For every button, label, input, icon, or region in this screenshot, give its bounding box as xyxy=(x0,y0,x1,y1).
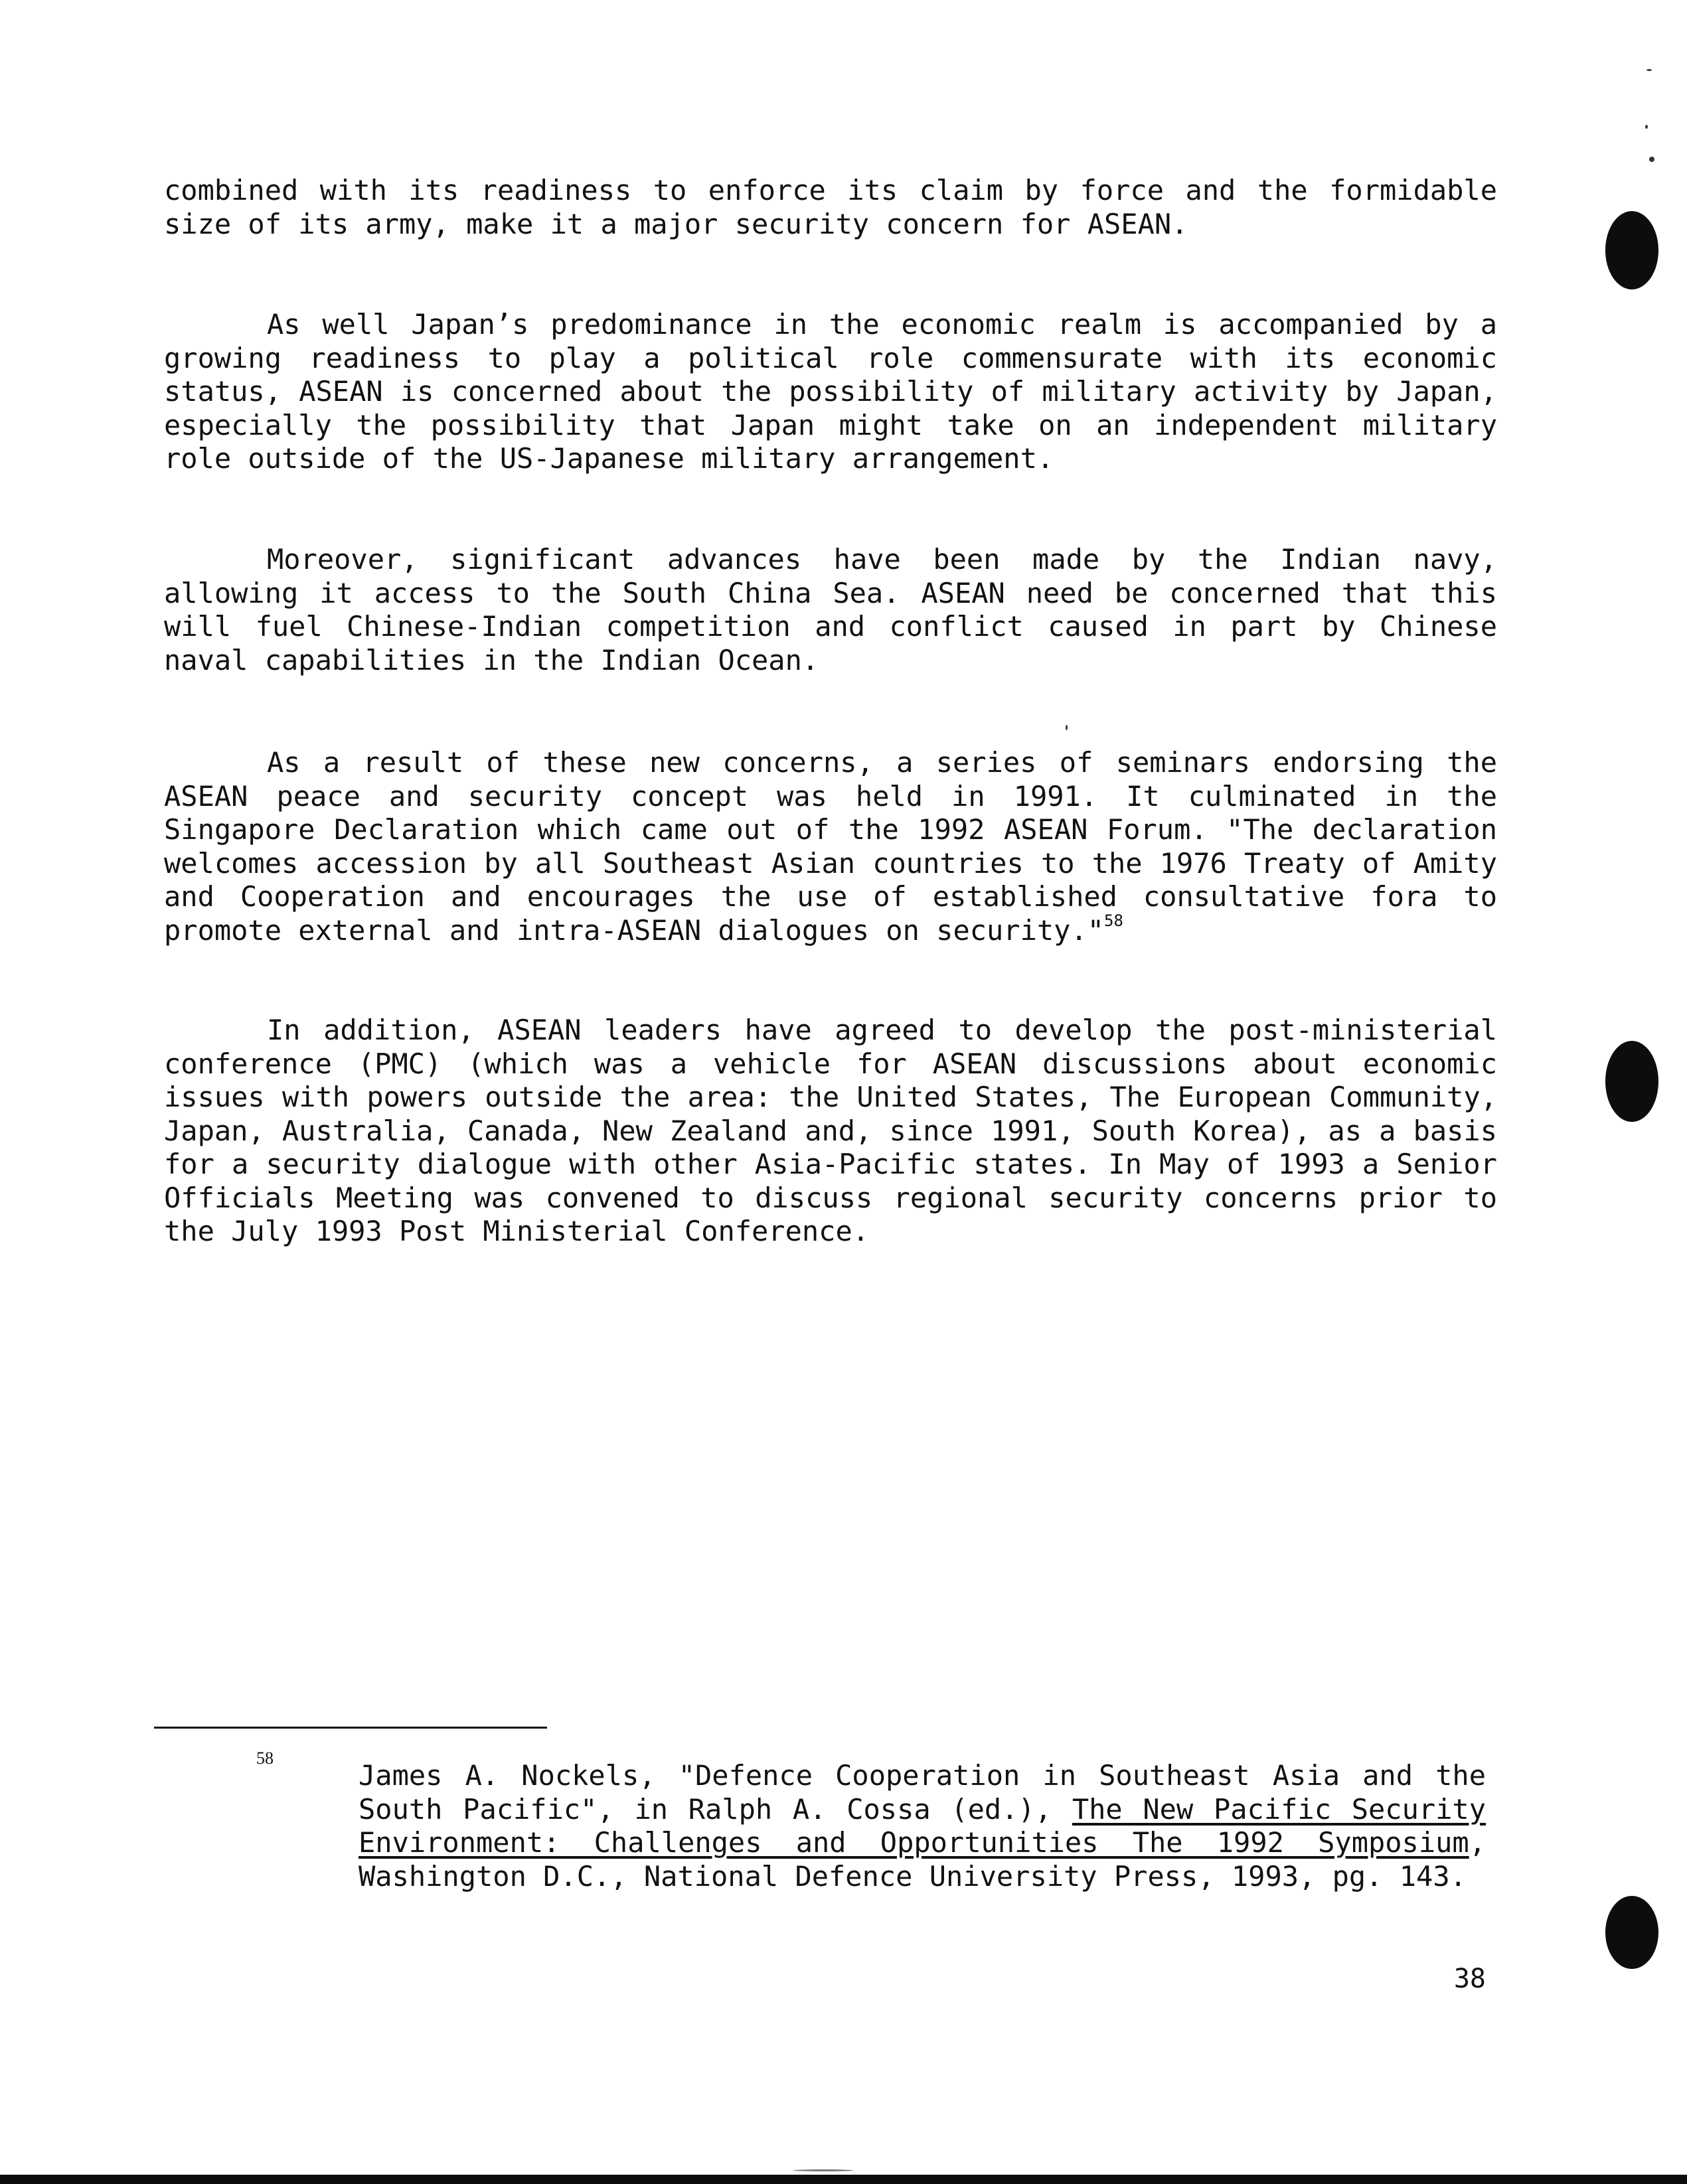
scan-speck xyxy=(1647,69,1652,71)
paragraph-2: As well Japan’s predominance in the economic realm is accompanied by a growing readiness to play a political role commensurate with its economic status, ASEAN is concerned about the possibility of military activity by Japan, especially the possibility that Japan might take on an independent military role outside of the US-Japanese military arrangement. xyxy=(164,308,1497,475)
paragraph-4-text: As a result of these new concerns, a series of seminars endorsing the ASEAN peace and security concept was held in 1991. It culminated in the Singapore Declaration which came out of the 1992 ASEAN Forum. "The declaration welcomes accession by all Southeast Asian countries to the 1976 Treaty of Amity and Cooperation and encourages the use of established consultative fora to promote external and intra-ASEAN dialogues on security." xyxy=(164,746,1497,947)
punch-hole-bottom xyxy=(1605,1896,1658,1969)
scan-speck xyxy=(1645,125,1648,129)
punch-hole-middle xyxy=(1605,1041,1658,1122)
punch-hole-top xyxy=(1605,211,1658,289)
paragraph-3: Moreover, significant advances have been made by the Indian navy, allowing it access to the South China Sea. ASEAN need be concerned that this will fuel Chinese-Indian competition and conflict caused in part by Chinese naval capabilities in the Indian Ocean. xyxy=(164,543,1497,676)
page-number: 38 xyxy=(1453,1964,1486,1994)
footnote-reference: 58 xyxy=(1104,911,1123,930)
paragraph-4 xyxy=(164,746,1497,947)
footnote-divider xyxy=(154,1727,547,1729)
scan-speck xyxy=(793,2169,853,2171)
scan-speck xyxy=(1066,725,1068,730)
footnote-marker: 58 xyxy=(256,1749,274,1768)
footnote-part-1: James A. Nockels, "Defence Cooperation in Southeast Asia and the South Pacific", in Ralph A. Cossa (ed.), xyxy=(359,1759,1486,1826)
footnote-part-2: , Washington D.C., National Defence University Press, 1993, pg. 143. xyxy=(359,1826,1486,1893)
scan-edge-bar xyxy=(0,2175,1687,2184)
scan-speck xyxy=(1649,157,1654,162)
footnote-text xyxy=(359,1759,1486,1893)
paragraph-1: combined with its readiness to enforce its claim by force and the formidable size of its army, make it a major security concern for ASEAN. xyxy=(164,174,1497,240)
footnote-book-title: The New Pacific Security Environment: Challenges and Opportunities The 1992 Symposium xyxy=(359,1792,1486,1859)
paragraph-5: In addition, ASEAN leaders have agreed to develop the post-ministerial conference (PMC) (which was a vehicle for ASEAN discussions about economic issues with powers outside the area: the United States, The European Community, Japan, Australia, Canada, New Zealand and, since 1991, South Korea), as a basis for a security dialogue with other Asia-Pacific states. In May of 1993 a Senior Officials Meeting was convened to discuss regional security concerns prior to the July 1993 Post Ministerial Conference. xyxy=(164,1014,1497,1247)
